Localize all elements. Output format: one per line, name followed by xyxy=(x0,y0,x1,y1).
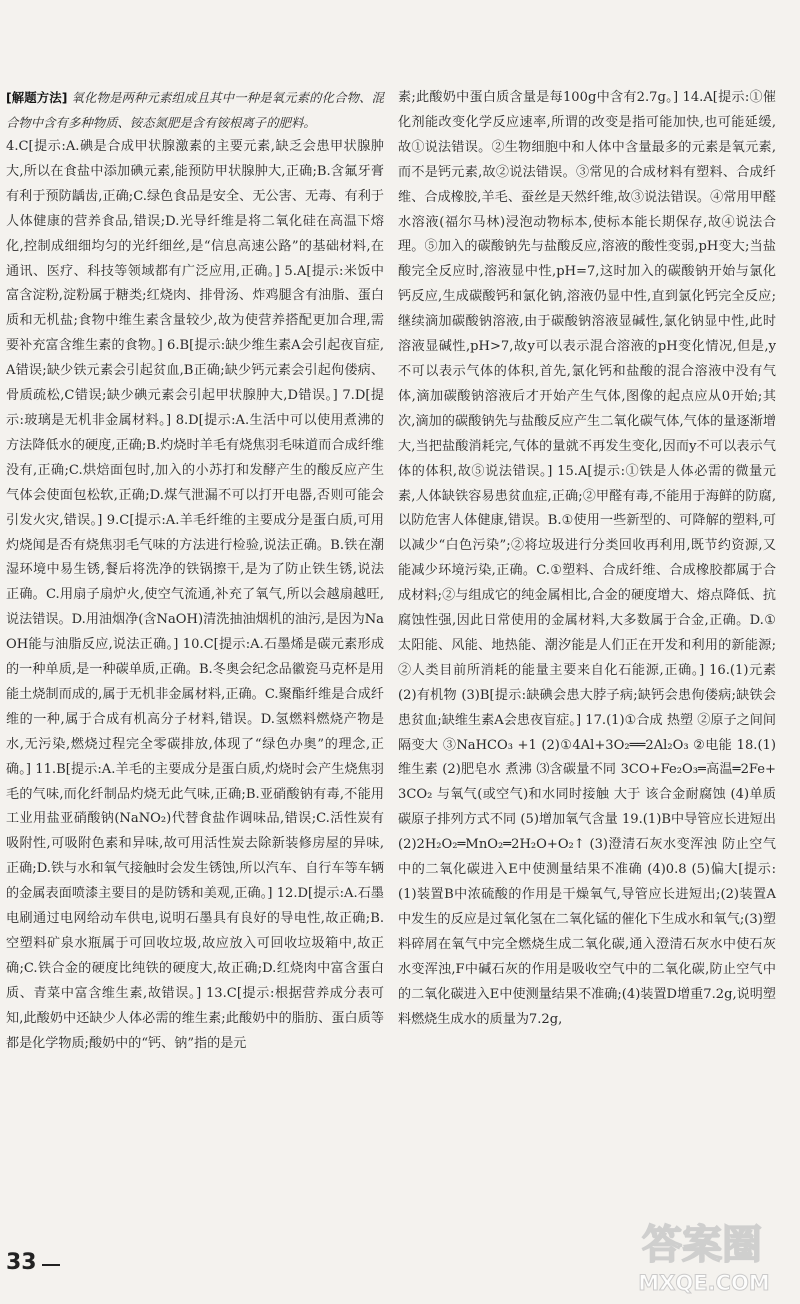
solution-method-label: [解题方法] xyxy=(6,90,68,105)
page-number-rule xyxy=(42,1264,60,1266)
solution-method-text: 氧化物是两种元素组成且其中一种是氧元素的化合物、混合物中含有多种物质、铵态氮肥是含有铵根离子的肥料。 xyxy=(6,90,385,130)
right-column xyxy=(398,86,776,1032)
left-column xyxy=(6,86,384,1057)
site-watermark-logo xyxy=(612,1210,792,1298)
answer-explanations-left: 4.C[提示:A.碘是合成甲状腺激素的主要元素,缺乏会患甲状腺肿大,所以在食盐中添加碘元素,能预防甲状腺肿大,正确;B.含氟牙膏有利于预防龋齿,正确;C.绿色食品是安全、无公害、无毒、有利于人体健康的营养食品,错误;D.光导纤维是将二氧化硅在高温下熔化,控制成细细均匀的光纤细丝,是“信息高速公路”的基础材料,在通讯、医疗、科技等领域都有广泛应用,正确。] 5.A[提示:米饭中富含淀粉,淀粉属于糖类;红烧肉、排骨汤、炸鸡腿含有油脂、蛋白质和无机盐;食物中维生素含量较少,故为使营养搭配更加合理,需要补充富含维生素的食物。] 6.B[提示:缺少维生素A会引起夜盲症,A错误;缺少铁元素会引起贫血,B正确;缺少钙元素会引起佝偻病、骨质疏松,C错误;缺少碘元素会引起甲状腺肿大,D错误。] 7.D[提示:玻璃是无机非金属材料。] 8.D[提示:A.生活中可以使用煮沸的方法降低水的硬度,正确;B.灼烧时羊毛有烧焦羽毛味道而合成纤维没有,正确;C.烘焙面包时,加入的小苏打和发酵产生的酸反应产生气体会使面包松软,正确;D.煤气泄漏不可以打开电器,否则可能会引发火灾,错误。] 9.C[提示:A.羊毛纤维的主要成分是蛋白质,可用灼烧闻是否有烧焦羽毛气味的方法进行检验,说法正确。B.铁在潮湿环境中易生锈,餐后将洗净的铁锅擦干,是为了防止铁生锈,说法正确。C.用扇子扇炉火,使空气流通,补充了氧气,所以会越扇越旺,说法错误。D.用油烟净(含NaOH)清洗抽油烟机的油污,是因为NaOH能与油脂反应,说法正确。] 10.C[提示:A.石墨烯是碳元素形成的一种单质,是一种碳单质,正确。B.冬奥会纪念品徽瓷马克杯是用能土烧制而成的,属于无机非金属材料,正确。C.聚酯纤维是合成纤维的一种,属于合成有机高分子材料,错误。D.氢燃料燃烧产物是水,无污染,燃烧过程完全零碳排放,体现了“绿色办奥”的理念,正确。] 11.B[提示:A.羊毛的主要成分是蛋白质,灼烧时会产生烧焦羽毛的气味,而化纤制品灼烧无此气味,正确;B.亚硝酸钠有毒,不能用工业用盐亚硝酸钠(NaNO₂)代替食盐作调味品,错误;C.活性炭有吸附性,可吸附色素和异味,故可用活性炭去除新装修房屋的异味,正确;D.铁与水和氧气接触时会发生锈蚀,所以汽车、自行车等车辆的金属表面喷漆主要目的是防锈和美观,正确。] 12.D[提示:A.石墨电刷通过电网给动车供电,说明石墨具有良好的导电性,故正确;B.空塑料矿泉水瓶属于可回收垃圾,故应放入可回收垃圾箱中,故正确;C.铁合金的硬度比纯铁的硬度大,故正确;D.红烧肉中富含蛋白质、青菜中富含维生素,故错误。] 13.C[提示:根据营养成分表可知,此酸奶中还缺少人体必需的维生素;此酸奶中的脂肪、蛋白质等都是化学物质;酸奶中的“钙、钠”指的是元 xyxy=(6,139,384,1051)
watermark-domain: MXQE.COM xyxy=(638,1271,770,1295)
page-number: 33 xyxy=(6,1250,37,1275)
watermark-title: 答案圈 xyxy=(642,1222,762,1268)
answer-explanations-right: 素;此酸奶中蛋白质含量是每100g中含有2.7g。] 14.A[提示:①催化剂能改变化学反应速率,所谓的改变是指可能加快,也可能延缓,故①说法错误。②生物细胞中和人体中含量最多的元素是氧元素,而不是钙元素,故②说法错误。③常见的合成材料有塑料、合成纤维、合成橡胶,羊毛、蚕丝是天然纤维,故③说法错误。④常用甲醛水溶液(福尔马林)浸泡动物标本,使标本能长期保存,故④说法合理。⑤加入的碳酸钠先与盐酸反应,溶液的酸性变弱,pH变大;当盐酸完全反应时,溶液显中性,pH=7,这时加入的碳酸钠开始与氯化钙反应,生成碳酸钙和氯化钠,溶液仍显中性,直到氯化钙完全反应;继续滴加碳酸钠溶液,由于碳酸钠溶液显碱性,氯化钠显中性,此时溶液显碱性,pH>7,故y可以表示混合溶液的pH变化情况,但是,y不可以表示气体的体积,首先,氯化钙和盐酸的混合溶液中没有气体,滴加碳酸钠溶液后才开始产生气体,图像的起点应从0开始;其次,滴加的碳酸钠先与盐酸反应产生二氧化碳气体,气体的量逐渐增大,当把盐酸消耗完,气体的量就不再发生变化,因而y不可以表示气体的体积,故⑤说法错误。] 15.A[提示:①铁是人体必需的微量元素,人体缺铁容易患贫血症,正确;②甲醛有毒,不能用于海鲜的防腐,以防危害人体健康,错误。B.①使用一些新型的、可降解的塑料,可以减少“白色污染”;②将垃圾进行分类回收再利用,既节约资源,又能减少环境污染,正确。C.①塑料、合成纤维、合成橡胶都属于合成材料;②与组成它的纯金属相比,合金的硬度增大、熔点降低、抗腐蚀性强,因此日常使用的金属材料,大多数属于合金,正确。D.①太阳能、风能、地热能、潮汐能是人们正在开发和利用的新能源;②人类目前所消耗的能量主要来自化石能源,正确。] 16.(1)元素 (2)有机物 (3)B[提示:缺碘会患大脖子病;缺钙会患佝偻病;缺铁会患贫血;缺维生素A会患夜盲症。] 17.(1)①合成 热塑 ②原子之间间隔变大 ③NaHCO₃ +1 (2)①4Al+3O₂══2Al₂O₃ ②电能 18.(1)维生素 (2)肥皂水 煮沸 ⑶含碳量不同 3CO+Fe₂O₃═高温═2Fe+3CO₂ 与氧气(或空气)和水同时接触 大于 该合金耐腐蚀 (4)单质 碳原子排列方式不同 (5)增加氧气含量 19.(1)B中导管应长进短出 (2)2H₂O₂═MnO₂═2H₂O+O₂↑ (3)澄清石灰水变浑浊 防止空气中的二氧化碳进入E中使测量结果不准确 (4)0.8 (5)偏大[提示:(1)装置B中浓硫酸的作用是干燥氧气,导管应长进短出;(2)装置A中发生的反应是过氧化氢在二氧化锰的催化下生成水和氧气;(3)塑料碎屑在氧气中完全燃烧生成二氧化碳,通入澄清石灰水中使石灰水变浑浊,F中碱石灰的作用是吸收空气中的二氧化碳,防止空气中的二氧化碳进入E中使测量结果不准确;(4)装置D增重7.2g,说明塑料燃烧生成水的质量为7.2g, xyxy=(398,90,776,1027)
solution-method-note xyxy=(6,86,384,135)
